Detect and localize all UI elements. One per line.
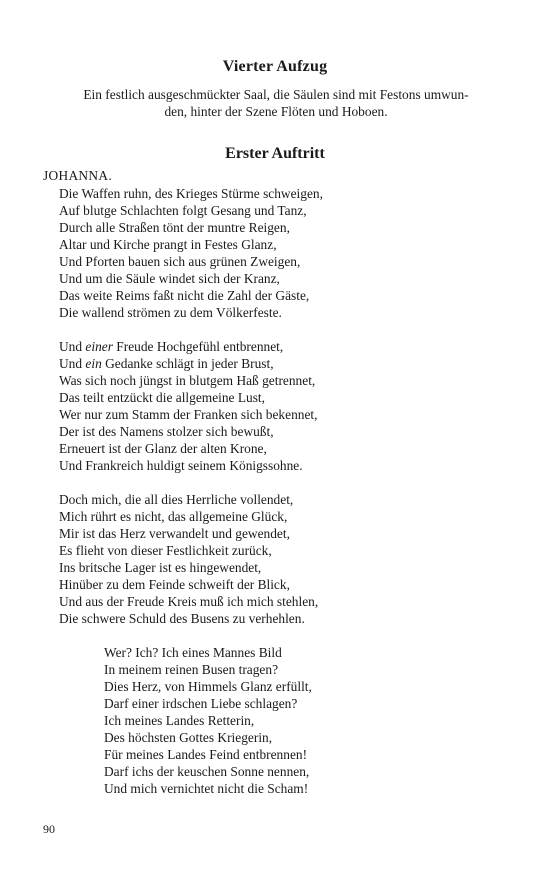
- verse-line: Doch mich, die all dies Herrliche vollendet,: [59, 492, 294, 507]
- verse-text: Und: [59, 356, 86, 371]
- verse-line: Erneuert ist der Glanz der alten Krone,: [59, 441, 267, 456]
- verse-line: Auf blutge Schlachten folgt Gesang und Tanz,: [59, 203, 307, 218]
- verse-line: Der ist des Namens stolzer sich bewußt,: [59, 424, 274, 439]
- verse-line: Darf ichs der keuschen Sonne nennen,: [104, 764, 310, 779]
- verse-line: Wer nur zum Stamm der Franken sich bekennet,: [59, 407, 318, 422]
- verse-text: Freude Hochgefühl entbrennet,: [112, 339, 284, 354]
- stanza: [104, 644, 312, 797]
- verse-text: Und: [59, 339, 86, 354]
- stage-direction-line: Ein festlich ausgeschmückter Saal, die Säulen sind mit Festons umwun-: [83, 87, 469, 102]
- verse-line: Und aus der Freude Kreis muß ich mich stehlen,: [59, 594, 319, 609]
- verse-line: Dies Herz, von Himmels Glanz erfüllt,: [104, 679, 312, 694]
- verse-line: [59, 355, 317, 372]
- verse-line: Altar und Kirche prangt in Festes Glanz,: [59, 237, 277, 252]
- emphasized-word: einer: [85, 339, 113, 354]
- verse-line: Darf einer irdschen Liebe schlagen?: [104, 696, 298, 711]
- verse-line: Für meines Landes Feind entbrennen!: [104, 747, 308, 762]
- verse-line: [59, 338, 317, 355]
- stage-direction-line: den, hinter der Szene Flöten und Hoboen.: [164, 104, 388, 119]
- act-title: Vierter Aufzug: [222, 58, 328, 75]
- page-number: 90: [43, 822, 55, 836]
- verse-line: Die wallend strömen zu dem Völkerfeste.: [59, 305, 282, 320]
- verse-line: Und um die Säule windet sich der Kranz,: [59, 271, 280, 286]
- verse-line: Ich meines Landes Retterin,: [104, 713, 255, 728]
- verse-line: Das teilt entzückt die allgemeine Lust,: [59, 390, 265, 405]
- verse-line: Mich rührt es nicht, das allgemeine Glück,: [59, 509, 288, 524]
- stanza: [59, 338, 317, 474]
- verse-line: Hinüber zu dem Feinde schweift der Blick,: [59, 577, 290, 592]
- verse-line: Ins britsche Lager ist es hingewendet,: [59, 560, 262, 575]
- verse-line: Es flieht von dieser Festlichkeit zurück,: [59, 543, 272, 558]
- speaker-name: JOHANNA.: [43, 168, 112, 183]
- verse-line: Was sich noch jüngst in blutgem Haß getrennet,: [59, 373, 316, 388]
- verse-line: Und mich vernichtet nicht die Scham!: [104, 781, 309, 796]
- verse-line: Die schwere Schuld des Busens zu verhehlen.: [59, 611, 305, 626]
- stage-direction: [40, 86, 512, 120]
- verse-line: Und Pforten bauen sich aus grünen Zweigen,: [59, 254, 301, 269]
- verse-line: Wer? Ich? Ich eines Mannes Bild: [104, 645, 282, 660]
- verse-line: Das weite Reims faßt nicht die Zahl der Gäste,: [59, 288, 310, 303]
- verse-line: Die Waffen ruhn, des Krieges Stürme schweigen,: [59, 186, 323, 201]
- verse-line: Durch alle Straßen tönt der muntre Reigen,: [59, 220, 290, 235]
- verse-line: Und Frankreich huldigt seinem Königssohne.: [59, 458, 303, 473]
- verse-line: In meinem reinen Busen tragen?: [104, 662, 279, 677]
- stanza: [59, 491, 318, 627]
- emphasized-word: ein: [85, 356, 102, 371]
- stanza: [59, 185, 323, 321]
- verse-line: Des höchsten Gottes Kriegerin,: [104, 730, 273, 745]
- verse-text: Gedanke schlägt in jeder Brust,: [101, 356, 274, 371]
- verse-line: Mir ist das Herz verwandelt und gewendet,: [59, 526, 290, 541]
- scene-title: Erster Auftritt: [225, 145, 325, 162]
